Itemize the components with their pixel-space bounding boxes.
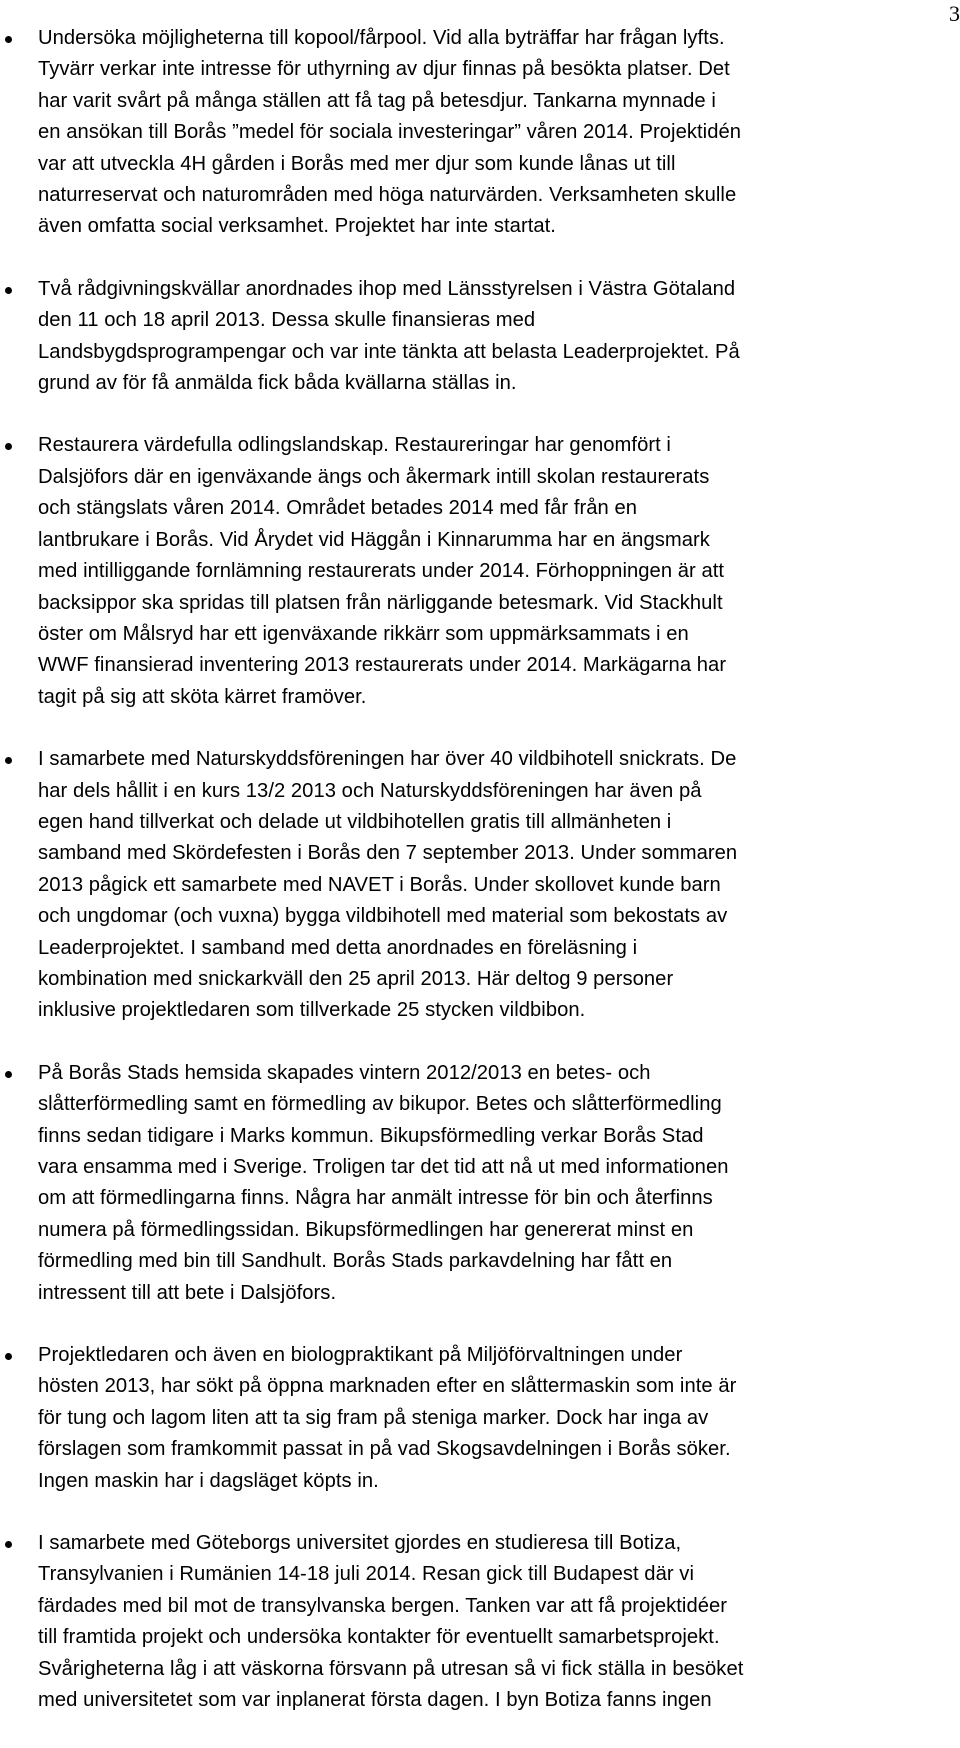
text-line: om att förmedlingarna finns. Några har anmält intresse för bin och återfinns	[38, 1187, 713, 1210]
page-number: 3	[949, 1, 960, 26]
text-line: var att utveckla 4H gården i Borås med mer djur som kunde lånas ut till	[38, 152, 676, 175]
text-line: öster om Målsryd har ett igenväxande rikkärr som uppmärksammats i en	[38, 622, 689, 645]
text-line: färdades med bil mot de transylvanska bergen. Tanken var att få projektidéer	[38, 1594, 728, 1617]
text-line: Dalsjöfors där en igenväxande ängs och åkermark intill skolan restaurerats	[38, 465, 710, 488]
text-line: I samarbete med Göteborgs universitet gjordes en studieresa till Botiza,	[38, 1532, 682, 1555]
text-line: Leaderprojektet. I samband med detta anordnades en föreläsning i	[38, 936, 638, 959]
text-line: intressent till att bete i Dalsjöfors.	[38, 1281, 337, 1304]
text-line: kombination med snickarkväll den 25 april 2013. Här deltog 9 personer	[38, 967, 674, 990]
bullet-item	[0, 1058, 960, 1309]
text-line: med intilliggande fornlämning restaurerats under 2014. Förhoppningen är att	[38, 560, 725, 583]
text-line: Landsbygdsprogrampengar och var inte tänkta att belasta Leaderprojektet. På	[38, 340, 740, 363]
text-line: finns sedan tidigare i Marks kommun. Bikupsförmedling verkar Borås Stad	[38, 1124, 704, 1147]
text-line: lantbrukare i Borås. Vid Årydet vid Häggån i Kinnarumma har en ängsmark	[38, 528, 710, 551]
text-line: 2013 pågick ett samarbete med NAVET i Borås. Under skollovet kunde barn	[38, 873, 721, 896]
text-line: inklusive projektledaren som tillverkade 25 stycken vildbibon.	[38, 999, 586, 1022]
text-line: till framtida projekt och undersöka kontakter för eventuellt samarbetsprojekt.	[38, 1626, 720, 1649]
text-line: vara ensamma med i Sverige. Troligen tar det tid att nå ut med informationen	[38, 1156, 729, 1178]
bullet-dot-icon	[5, 757, 12, 764]
bullet-item	[0, 23, 960, 243]
text-line: samband med Skördefesten i Borås den 7 september 2013. Under sommaren	[38, 842, 738, 865]
bullet-item	[0, 1528, 960, 1716]
bullet-item	[0, 1340, 960, 1497]
text-line: backsippor ska spridas till platsen från närliggande betesmark. Vid Stackhult	[38, 591, 723, 614]
text-line: för tung och lagom liten att ta sig fram på steniga marker. Dock har inga av	[38, 1406, 709, 1429]
text-line: grund av för få anmälda fick båda kvällarna ställas in.	[38, 372, 517, 395]
text-line: numera på förmedlingssidan. Bikupsförmedlingen har genererat minst en	[38, 1218, 694, 1241]
bullet-dot-icon	[5, 1071, 12, 1078]
text-line: naturreservat och naturområden med höga naturvärden. Verksamheten skulle	[38, 184, 737, 207]
text-line: förslagen som framkommit passat in på vad Skogsavdelningen i Borås söker.	[38, 1438, 731, 1461]
text-line: hösten 2013, har sökt på öppna marknaden efter en slåttermaskin som inte är	[38, 1375, 737, 1398]
text-line: även omfatta social verksamhet. Projektet har inte startat.	[38, 215, 556, 238]
text-line: WWF finansierad inventering 2013 restaurerats under 2014. Markägarna har	[38, 654, 727, 677]
text-line: och stängslats våren 2014. Området betades 2014 med får från en	[38, 497, 638, 520]
text-line: Restaurera värdefulla odlingslandskap. Restaureringar har genomfört i	[38, 434, 671, 457]
text-line: förmedling med bin till Sandhult. Borås Stads parkavdelning har fått en	[38, 1250, 673, 1273]
text-line: Undersöka möjligheterna till kopool/fårpool. Vid alla byträffar har frågan lyfts.	[38, 27, 725, 49]
text-line: Transylvanien i Rumänien 14-18 juli 2014. Resan gick till Budapest där vi	[38, 1563, 694, 1586]
bullet-dot-icon	[5, 443, 12, 450]
bullet-dot-icon	[5, 1541, 12, 1548]
text-line: slåtterförmedling samt en förmedling av bikupor. Betes och slåtterförmedling	[38, 1093, 722, 1116]
text-line: och ungdomar (och vuxna) bygga vildbihotell med material som bekostats av	[38, 905, 728, 928]
text-line: egen hand tillverkat och delade ut vildbihotellen gratis till allmänheten i	[38, 810, 672, 833]
text-line: Tyvärr verkar inte intresse för uthyrning av djur finnas på besökta platser. Det	[38, 58, 730, 81]
bullet-list	[0, 23, 960, 1748]
text-line: en ansökan till Borås ”medel för sociala investeringar” våren 2014. Projektidén	[38, 121, 742, 144]
text-line: tagit på sig att sköta kärret framöver.	[38, 685, 367, 708]
bullet-item	[0, 430, 960, 713]
text-line: har varit svårt på många ställen att få tag på betesdjur. Tankarna mynnade i	[38, 89, 716, 112]
text-line: På Borås Stads hemsida skapades vintern 2012/2013 en betes- och	[38, 1061, 651, 1084]
bullet-item	[0, 744, 960, 1027]
bullet-dot-icon	[5, 1353, 12, 1360]
text-line: Två rådgivningskvällar anordnades ihop med Länsstyrelsen i Västra Götaland	[38, 277, 736, 300]
text-line: har dels hållit i en kurs 13/2 2013 och Naturskyddsföreningen har även på	[38, 779, 702, 802]
text-line: med universitetet som var inplanerat första dagen. I byn Botiza fanns ingen	[38, 1689, 712, 1712]
text-line: I samarbete med Naturskyddsföreningen har över 40 vildbihotell snickrats. De	[38, 748, 737, 771]
text-line: den 11 och 18 april 2013. Dessa skulle finansieras med	[38, 309, 536, 332]
bullet-dot-icon	[5, 287, 12, 294]
text-line: Ingen maskin har i dagsläget köpts in.	[38, 1469, 379, 1492]
bullet-item	[0, 274, 960, 400]
text-line: Svårigheterna låg i att väskorna försvann på utresan så vi fick ställa in besöket	[38, 1657, 744, 1680]
text-line: Projektledaren och även en biologpraktikant på Miljöförvaltningen under	[38, 1344, 683, 1367]
bullet-dot-icon	[5, 36, 12, 43]
